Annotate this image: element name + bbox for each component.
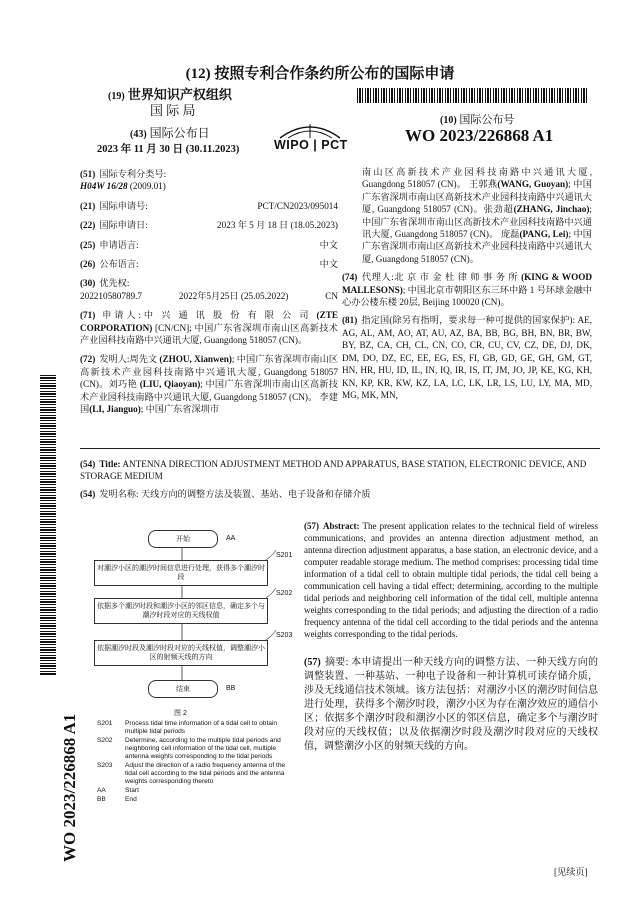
title-cn: (54) 发明名称: 天线方向的调整方法及装置、基站、电子设备和存储介质 xyxy=(80,489,371,499)
side-barcode xyxy=(40,375,56,675)
flow-end: 结束 xyxy=(148,680,218,698)
flow-step-s203: 依据潮汐时段及潮汐时段对应的天线权值，调整潮汐小区的射频天线的方向 xyxy=(94,640,268,666)
flowchart-legend xyxy=(97,720,297,804)
flow-end-tag: BB xyxy=(226,685,236,692)
flow-start-tag: AA xyxy=(226,535,236,542)
figure-caption: 图 2 xyxy=(174,710,187,717)
field-30: (30) 优先权: 202210580789.7 2022年5月25日 (25.05.2022) CN xyxy=(80,278,338,301)
field-22: (22) 国际申请日: 2023 年 5 月 18 日 (18.05.2023) xyxy=(80,220,338,231)
field-81: (81) 指定国(除另有指明，要求每一种可提供的国家保护): AE, AG, AL, AM, AO, AT, AU, AZ, BA, BB, BG, BH, BN, BR, BW, BY, BZ, CA, CH, CL, CN, CO, CR, CU, CV, CZ, DE, DJ, DK, DM, DO, DZ, EC, EE, EG, ES, FI, GB, GD, GE, GH, GM, GT, HN, HR, HU, ID, IL, IN, IQ, IR, IS, IT, JM, JO, JP, KE, KG, KH, KN, KP, KR, KW, KZ, LA, LC, LK, LR, LS, LU, LY, MA, MD, MG, MK, MN, xyxy=(342,315,593,400)
legend-item: S202 Determine, according to the multiple tidal periods and neighboring cell information of the tidal cell, multiple antenna weights corresponding to the tidal periods xyxy=(97,737,281,760)
field-26: (26) 公布语言: 中文 xyxy=(80,259,338,270)
legend-item: BB End xyxy=(97,796,137,803)
abstract-en: (57) Abstract: The present application relates to the technical field of wireless communications, and provides an antenna direction adjustment method, an antenna direction adjustment apparatus, a base station, an electronic device, and a computer readable storage medium. The method comprises: processing tidal time information of a tidal cell to obtain multiple tidal periods, the tidal cell being a communication cell having a tidal effect; determining, according to the multiple tidal periods and neighboring cell information of the tidal cell, multiple antenna weights corresponding to the tidal periods; and adjusting the direction of a radio frequency antenna of the tidal cell according to the tidal periods and the antenna weights corresponding to the tidal periods. xyxy=(304,521,598,639)
pub-date-label: (43) 国际公布日 xyxy=(130,126,210,140)
field-72-continued: 南山区高新技术产业园科技南路中兴通讯大厦, Guangdong 518057 (CN)。 王郭燕(WANG, Guoyan); 中国广东省深圳市南山区高新技术产业园科技南路中兴通讯大厦, Guangdong 518057 (CN)。张劲超(ZHANG, Jinchao); 中国广东省深圳市南山区高新技术产业园科技南路中兴通讯大厦, Guangdong 518057 (CN)。 庞磊(PANG, Lei); 中国广东省深圳市南山区高新技术产业园科技南路中兴通讯大厦, Guangdong 518057 (CN)。 xyxy=(362,167,592,264)
org-name: (19) 世界知识产权组织 xyxy=(108,87,232,102)
field-51: (51) 国际专利分类号: H04W 16/28 (2009.01) xyxy=(80,169,167,192)
top-barcode xyxy=(357,88,589,103)
separator-line xyxy=(80,448,600,449)
pub-date: 2023 年 11 月 30 日 (30.11.2023) xyxy=(97,144,240,155)
flow-s203-tag: S203 xyxy=(276,632,293,639)
wipo-logo: WIPO | PCT xyxy=(270,120,350,160)
right-bibliographic-column xyxy=(342,166,593,401)
flow-start: 开始 xyxy=(148,530,218,548)
flow-s201-tag: S201 xyxy=(276,552,293,559)
field-74: (74) 代理人:北 京 市 金 杜 律 师 事 务 所 (KING & WOOD MALLESONS); 中国北京市朝阳区东三环中路 1 号环球金融中心办公楼东楼 20层, Beijing 100020 (CN)。 xyxy=(342,272,593,308)
document-title: (12) 按照专利合作条约所公布的国际申请 xyxy=(185,66,455,82)
legend-item: AA Start xyxy=(97,787,139,794)
legend-item: S203 Adjust the direction of a radio frequency antenna of the tidal cell according to the tidal periods and the antenna weights corresponding thereto xyxy=(97,762,286,785)
field-71: (71) 申请人:中 兴 通 讯 股 份 有 限 公 司 (ZTE CORPORATION) [CN/CN]; 中国广东省深圳市南山区高新技术产业园科技南路中兴通讯大厦, Guangdong 518057 (CN)。 xyxy=(80,310,338,346)
field-72: (72) 发明人:周先文 (ZHOU, Xianwen); 中国广东省深圳市南山区高新技术产业园科技南路中兴通讯大厦, Guangdong 518057 (CN)。刘巧艳 (LIU, Qiaoyan); 中国广东省深圳市南山区高新技术产业园科技南路中兴通讯大厦, Guangdong 518057 (CN)。 李建国(LI, Jianguo); 中国广东省深圳市 xyxy=(80,354,338,415)
continued-note: [见续页] xyxy=(554,867,588,877)
flow-step-s201: 对潮汐小区的潮汐时间信息进行处理，获得多个潮汐时段 xyxy=(94,560,268,586)
pub-number: WO 2023/226868 A1 xyxy=(405,126,554,145)
abstract-cn: (57) 摘要: 本申请提出一种天线方向的调整方法、一种天线方向的调整装置、一种基站、一种电子设备和一种计算机可读存储介质，涉及无线通信技术领域。该方法包括：对潮汐小区的潮汐时间信息进行处理，获得多个潮汐时段，潮汐小区为存在潮汐效应的通信小区；依据多个潮汐时段和潮汐小区的邻区信息，确定多个与潮汐时段对应的天线权值；以及依据潮汐时段及潮汐时段对应的天线权值，调整潮汐小区的射频天线的方向。 xyxy=(304,657,599,752)
title-en: (54) Title: ANTENNA DIRECTION ADJUSTMENT METHOD AND APPARATUS, BASE STATION, ELECTRONIC DEVICE, AND STORAGE MEDIUM xyxy=(80,459,587,482)
left-bibliographic-column xyxy=(80,168,338,416)
field-25: (25) 申请语言: 中文 xyxy=(80,239,338,250)
flow-step-s202: 依据多个潮汐时段和潮汐小区的邻区信息，确定多个与潮汐时段对应的天线权值 xyxy=(94,598,268,624)
flow-s202-tag: S202 xyxy=(276,590,293,597)
legend-item: S201 Process tidal time information of a tidal cell to obtain multiple tidal periods xyxy=(97,720,278,735)
field-21: (21) 国际申请号: PCT/CN2023/095014 xyxy=(80,200,338,211)
side-pub-number: WO 2023/226868 A1 xyxy=(60,713,79,862)
pub-number-label: (10) 国际公布号 xyxy=(440,114,515,126)
org-bureau: 国 际 局 xyxy=(150,103,196,118)
